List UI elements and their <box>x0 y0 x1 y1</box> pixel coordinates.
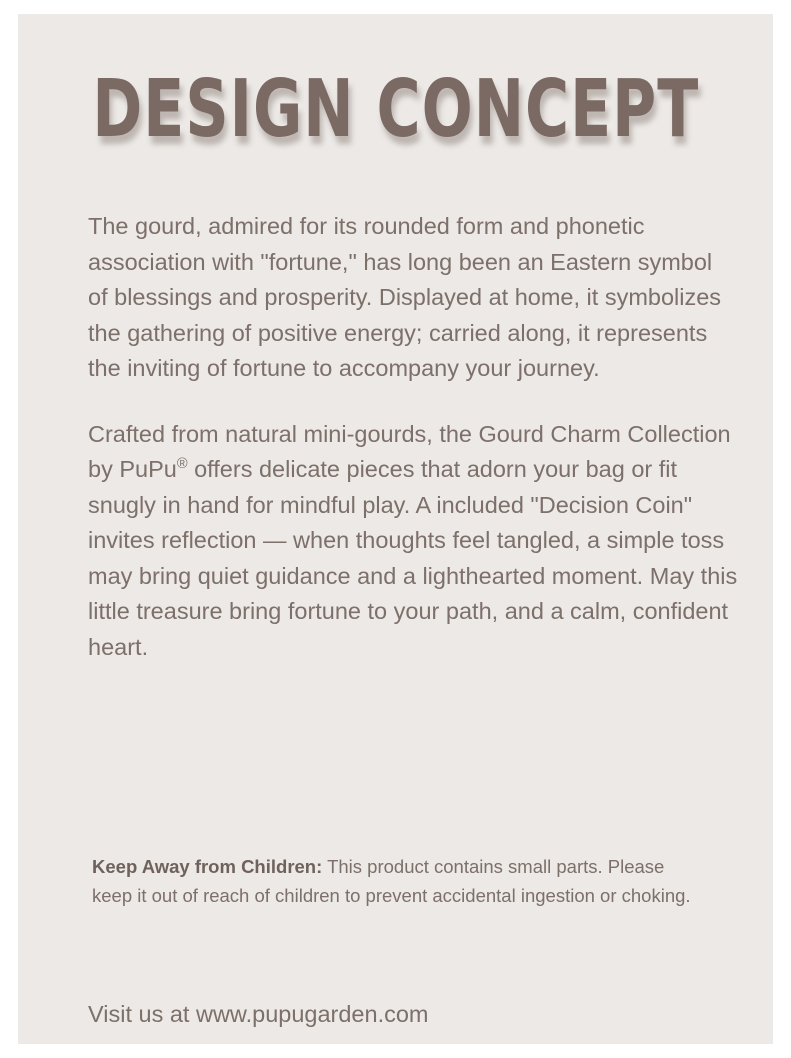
page-title-container <box>18 62 773 156</box>
footer-website: Visit us at www.pupugarden.com <box>88 1001 429 1027</box>
safety-warning-lead: Keep Away from Children: <box>92 856 323 877</box>
safety-warning-text: This product contains small parts. Please keep it out of reach of children to prevent accidental ingestion or choking. <box>92 856 691 906</box>
card-page <box>18 14 773 1044</box>
safety-warning <box>92 852 692 910</box>
concept-paragraph-2 <box>88 417 738 666</box>
page-title: DESIGN CONCEPT <box>92 62 699 156</box>
concept-paragraph-1: The gourd, admired for its rounded form and phonetic association with "fortune," has long been an Eastern symbol of blessings and prosperity. Displayed at home, it symbolizes the gathering of positive energy; carried along, it represents the inviting of fortune to accompany your journey. <box>88 213 722 381</box>
concept-paragraph-2-part1: Crafted from natural mini-gourds, the Gourd Charm Collection by PuPu <box>88 420 731 482</box>
concept-paragraph-2-part2: offers delicate pieces that adorn your bag or fit snugly in hand for mindful play. A included "Decision Coin" invites reflection — when thoughts feel tangled, a simple toss may bring quiet guidance and a lighthearted moment. May this little treasure bring fortune to your path, and a calm, confident heart. <box>88 456 738 660</box>
registered-trademark-symbol: ® <box>176 456 188 473</box>
concept-body <box>88 209 738 665</box>
